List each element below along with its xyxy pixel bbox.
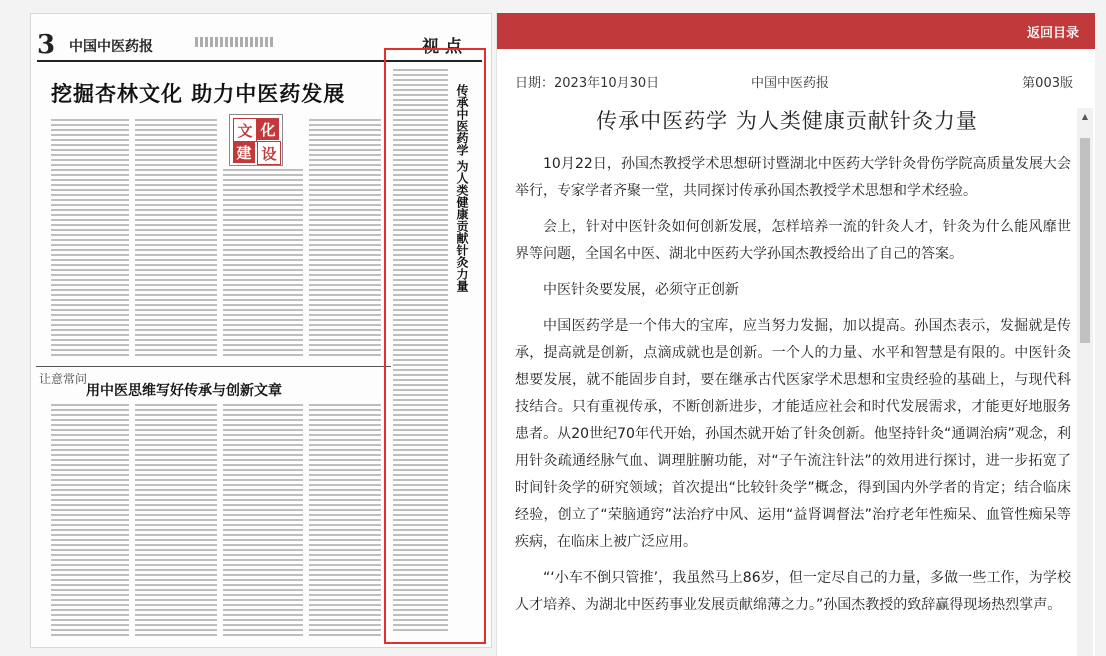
back-to-contents-button[interactable]: 返回目录	[1026, 26, 1079, 41]
newspaper-page-image[interactable]	[30, 13, 492, 648]
text-block	[135, 404, 217, 639]
scrollbar-thumb[interactable]	[1080, 138, 1090, 343]
article-newspaper: 中国中医药报	[751, 76, 830, 91]
logo-char: 设	[257, 141, 281, 165]
article-subheading: 中医针灸要发展，必须守正创新	[543, 282, 739, 298]
highlighted-article-title[interactable]: 传承中医药学 为人类健康贡献针灸力量	[455, 84, 469, 293]
masthead: 中国中医药报	[69, 39, 153, 55]
article-panel	[496, 13, 1095, 656]
text-block	[309, 119, 381, 359]
text-block	[135, 119, 217, 359]
section-divider	[36, 366, 391, 367]
article-page: 第003版	[1022, 76, 1073, 91]
text-block	[51, 404, 129, 639]
page-number: 3	[37, 30, 56, 60]
article-scrollbar[interactable]	[1077, 108, 1093, 656]
article-body	[515, 151, 1071, 628]
text-block	[309, 404, 381, 639]
selected-article-highlight[interactable]	[384, 48, 486, 644]
article-date: 日期：2023年10月30日	[515, 76, 660, 91]
text-block	[223, 169, 303, 359]
logo-char: 化	[257, 118, 279, 140]
logo-char: 建	[233, 141, 255, 163]
section-name: 视点	[422, 37, 468, 57]
column-logo	[229, 114, 283, 166]
article-title: 传承中医药学 为人类健康贡献针灸力量	[596, 109, 978, 133]
text-block	[51, 119, 129, 359]
panel-toolbar	[497, 13, 1095, 49]
article-paragraph: 会上，针对中医针灸如何创新发展，怎样培养一流的针灸人才，针灸为什么能风靡世界等问题，全国名中医、湖北中医药大学孙国杰教授给出了自己的答案。	[515, 219, 1071, 262]
scroll-up-arrow-icon[interactable]: ▲	[1081, 111, 1089, 121]
masthead-meta	[195, 37, 275, 47]
article-paragraph: “‘小车不倒只管推’，我虽然马上86岁，但一定尽自己的力量，多做一些工作，为学校人才培养、为湖北中医药事业发展贡献绵薄之力。”孙国杰教授的致辞赢得现场热烈掌声。	[515, 570, 1071, 613]
article-paragraph: 中国医药学是一个伟大的宝库，应当努力发掘，加以提高。孙国杰表示，发掘就是传承，提高就是创新，点滴成就也是创新。一个人的力量、水平和智慧是有限的。中医针灸想要发展，就不能固步自封，要在继承古代医家学术思想和宝贵经验的基础上，与现代科技结合。只有重视传承，不断创新进步，才能适应社会和时代发展需求，才能更好地服务患者。从20世纪70年代开始，孙国杰就开始了针灸创新。他坚持针灸“通调治病”观念，利用针灸疏通经脉气血、调理脏腑功能，对“子午流注针法”的效用进行探讨，进一步拓宽了时间针灸学的研究领域；首次提出“比较针灸学”概念，得到国内外学者的肯定；结合临床经验，创立了“荣脑通窍”法治疗中风、运用“益肾调督法”治疗老年性痴呆、血管性痴呆等疾病，在临床上被广泛应用。	[515, 318, 1071, 550]
article-paragraph: 10月22日，孙国杰教授学术思想研讨暨湖北中医药大学针灸骨伤学院高质量发展大会举行，专家学者齐聚一堂，共同探讨传承孙国杰教授学术思想和学术经验。	[515, 156, 1071, 199]
logo-char: 文	[233, 118, 257, 142]
sub-story-label: 让意常问	[39, 372, 88, 386]
text-block	[223, 404, 303, 639]
main-headline[interactable]: 挖掘杏林文化 助力中医药发展	[51, 82, 346, 106]
sub-headline[interactable]: 用中医思维写好传承与创新文章	[86, 383, 282, 399]
